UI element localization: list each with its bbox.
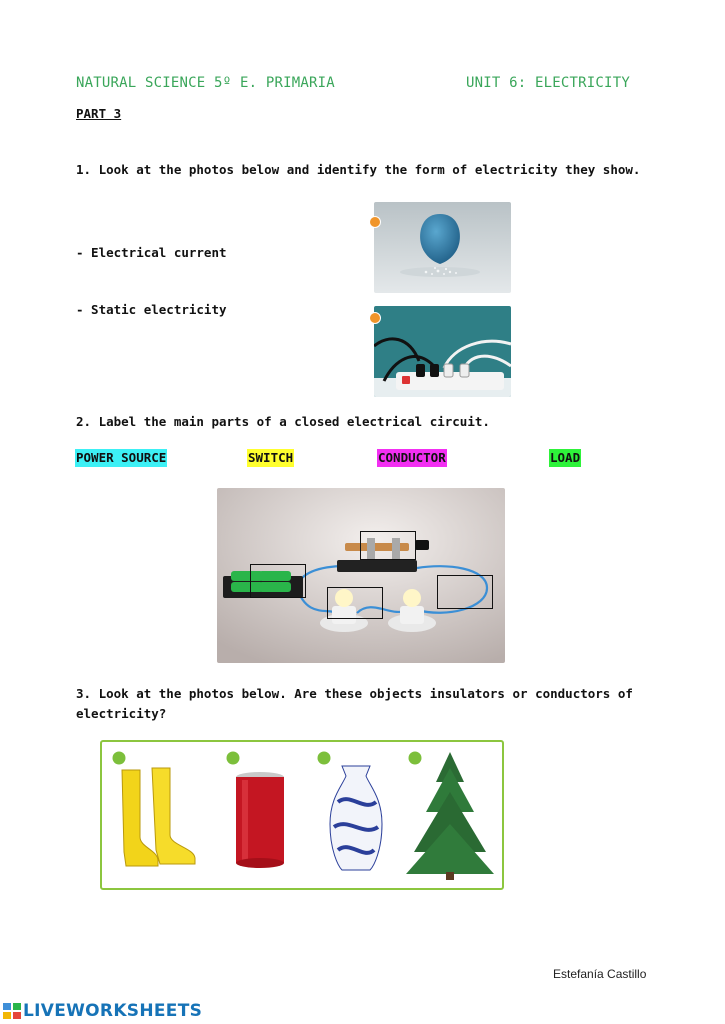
option-static-electricity: - Static electricity (76, 302, 227, 317)
balloon-photo (374, 202, 511, 293)
subject-title: NATURAL SCIENCE 5º E. PRIMARIA (76, 75, 335, 91)
question-3-line2: electricity? (76, 706, 167, 721)
photo-b-badge (369, 312, 381, 324)
badge-b-icon (227, 752, 240, 765)
question-3-line1: 3. Look at the photos below. Are these objects insulators or conductors of (76, 686, 633, 701)
question-1: 1. Look at the photos below and identify the form of electricity they show. (76, 162, 641, 177)
label-power-source[interactable]: POWER SOURCE (76, 450, 167, 465)
power-source-answer-box[interactable] (250, 564, 306, 598)
label-load[interactable]: LOAD (550, 450, 581, 465)
liveworksheets-logo-icon (3, 1002, 23, 1020)
objects-panel (100, 740, 504, 890)
power-strip-photo (374, 306, 511, 397)
label-switch[interactable]: SWITCH (248, 450, 294, 465)
conductor-answer-box[interactable] (437, 575, 493, 609)
rubber-boots-icon (122, 768, 195, 866)
photo-a-badge (369, 216, 381, 228)
part-label: PART 3 (76, 106, 122, 121)
liveworksheets-logo-text: LIVEWORKSHEETS (23, 1001, 203, 1021)
unit-title: UNIT 6: ELECTRICITY (466, 75, 630, 91)
soda-can-icon (236, 772, 284, 868)
fir-tree-icon (406, 752, 494, 880)
question-2: 2. Label the main parts of a closed electrical circuit. (76, 414, 490, 429)
option-electrical-current: - Electrical current (76, 245, 227, 260)
porcelain-vase-icon (330, 766, 382, 870)
author-credit: Estefanía Castillo (553, 967, 647, 981)
badge-d-icon (409, 752, 422, 765)
label-conductor[interactable]: CONDUCTOR (378, 450, 446, 465)
badge-a-icon (113, 752, 126, 765)
load-answer-box[interactable] (327, 587, 383, 619)
switch-answer-box[interactable] (360, 531, 416, 560)
liveworksheets-logo[interactable] (3, 1000, 202, 1022)
badge-c-icon (318, 752, 331, 765)
